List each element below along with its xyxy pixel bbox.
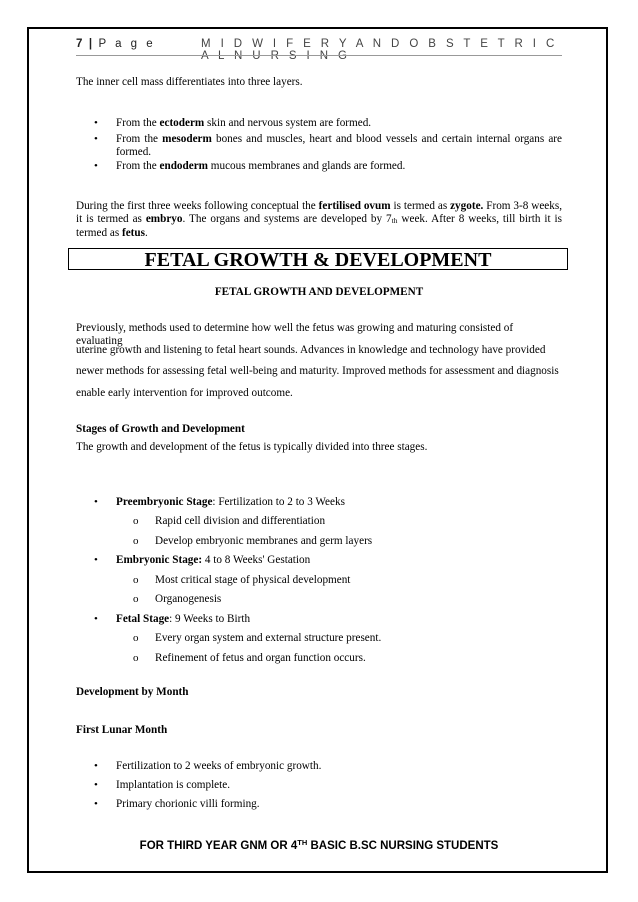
bullet-icon: • [94,779,98,791]
stages-heading: Stages of Growth and Development [76,423,245,435]
header-rule [76,55,562,56]
stage-item: Fetal Stage: 9 Weeks to Birth [116,613,251,625]
paragraph-line: uterine growth and listening to fetal heart sounds. Advances in knowledge and technology have provided [76,344,546,356]
paragraph-line: Previously, methods used to determine how well the fetus was growing and maturing consisted of evaluating [76,322,514,347]
intro-text: The inner cell mass differentiates into three layers. [76,76,303,88]
month-item: Primary chorionic villi forming. [116,798,260,810]
paragraph-line: newer methods for assessing fetal well-being and maturity. Improved methods for assessment and diagnosis [76,365,559,377]
section-subheading: FETAL GROWTH AND DEVELOPMENT [214,286,424,298]
sub-bullet-icon: o [133,535,139,547]
sub-bullet-icon: o [133,515,139,527]
page-header [76,38,562,62]
sub-bullet-icon: o [133,593,139,605]
bullet-icon: • [94,554,98,566]
layer-item: From the mesoderm bones and muscles, heart and blood vessels and certain internal organs are formed. [116,133,562,158]
paragraph-line: enable early intervention for improved outcome. [76,387,293,399]
sub-bullet-icon: o [133,632,139,644]
ovum-paragraph: During the first three weeks following conceptual the fertilised ovum is termed as zygote. From 3-8 weeks, it is termed as embryo. The organs and systems are developed by $7_{th}$ week. After 8 weeks, till birth it is termed as fetus. [76,200,563,239]
section-banner: FETAL GROWTH & DEVELOPMENT [68,248,568,270]
page-number: 7 [76,38,83,50]
stage-subitem: Most critical stage of physical development [155,574,351,586]
stage-subitem: Every organ system and external structure present. [155,632,382,644]
stage-item: Preembryonic Stage: Fertilization to 2 to 3 Weeks [116,496,345,508]
sub-bullet-icon: o [133,652,139,664]
stage-subitem: Develop embryonic membranes and germ layers [155,535,373,547]
bullet-icon: • [94,760,98,772]
stage-item: Embryonic Stage: 4 to 8 Weeks' Gestation [116,554,311,566]
month-item: Implantation is complete. [116,779,231,791]
bullet-icon: • [94,496,98,508]
month-heading: First Lunar Month [76,724,168,736]
layer-item: From the endoderm mucous membranes and glands are formed. [116,160,406,172]
stage-subitem: Organogenesis [155,593,222,605]
layer-item: From the ectoderm skin and nervous system are formed. [116,117,372,129]
bullet-icon: • [94,160,98,172]
header-title: M I D W I F E R Y A N D O B S T E T R I C A L N U R S I N G [201,38,558,62]
bullet-icon: • [94,798,98,810]
month-item: Fertilization to 2 weeks of embryonic growth. [116,760,322,772]
sub-bullet-icon: o [133,574,139,586]
development-heading: Development by Month [76,686,189,698]
stage-subitem: Refinement of fetus and organ function occurs. [155,652,366,664]
page-footer: FOR THIRD YEAR GNM OR 4TH BASIC B.SC NURSING STUDENTS [139,838,499,852]
page-label: P a g e [98,38,156,50]
stage-subitem: Rapid cell division and differentiation [155,515,326,527]
bullet-icon: • [94,117,98,129]
bullet-icon: • [94,613,98,625]
bullet-icon: • [94,133,98,145]
header-separator: | [88,38,93,50]
stages-intro: The growth and development of the fetus is typically divided into three stages. [76,441,428,453]
